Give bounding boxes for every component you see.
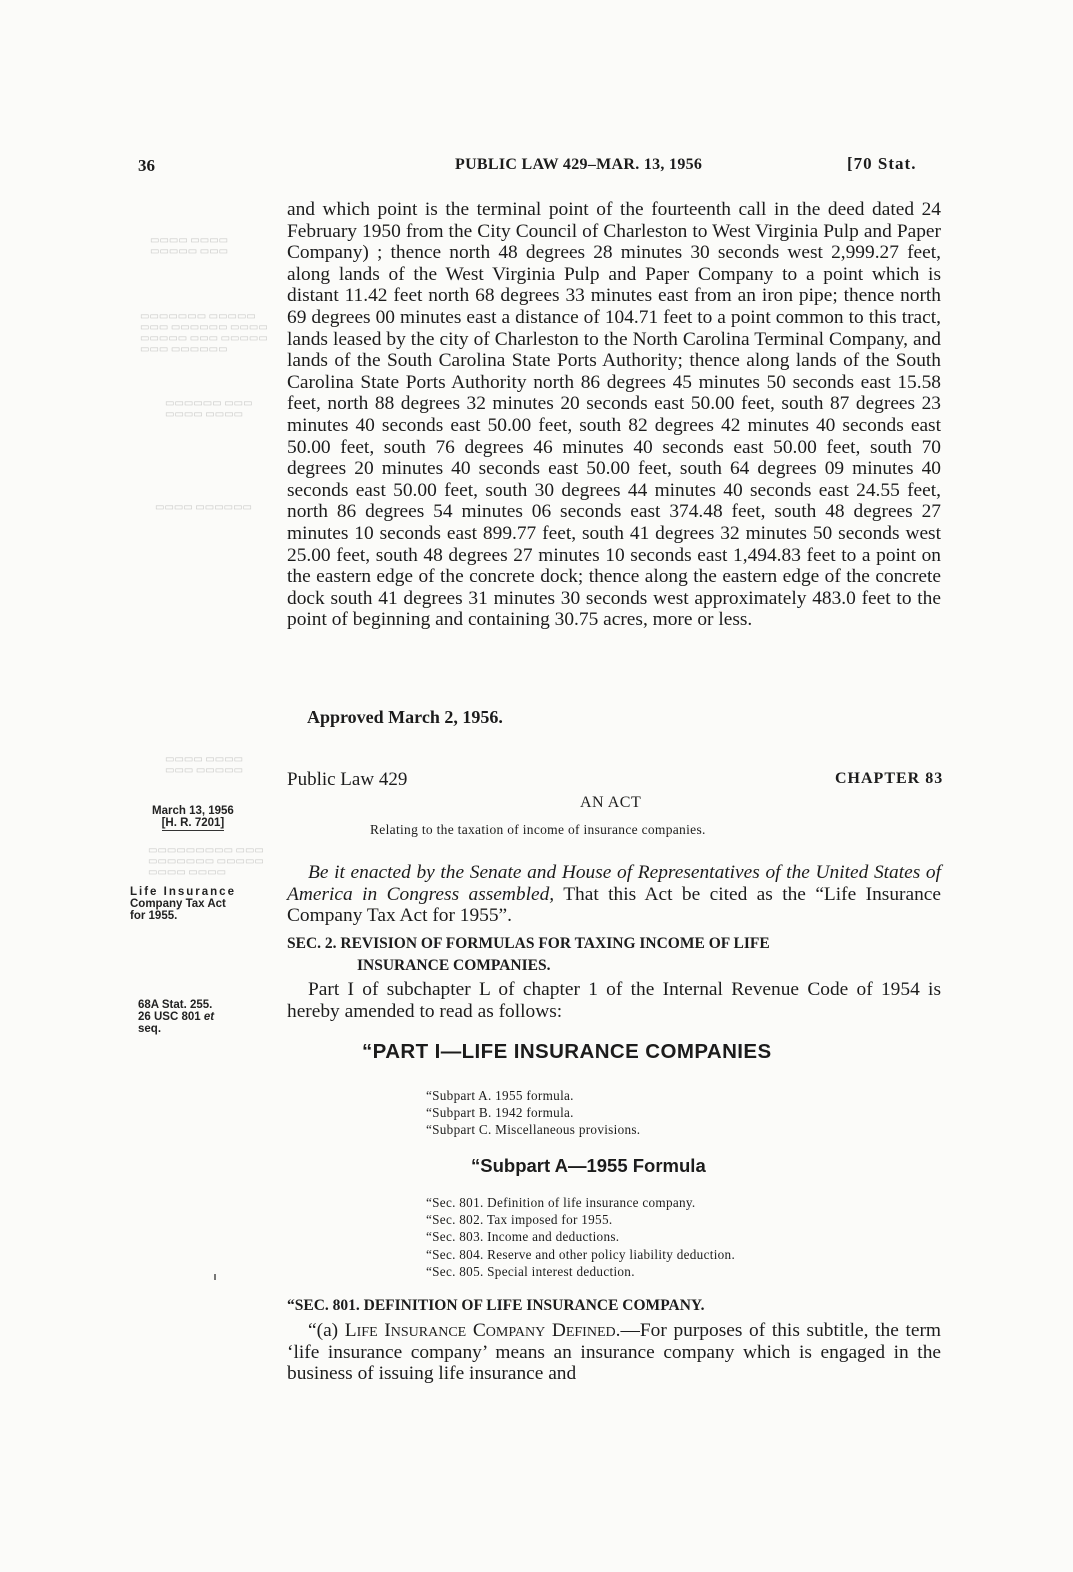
- enacting-clause: [287, 862, 941, 927]
- margin-note-short-title: [130, 886, 236, 922]
- subsection-text: —For purposes of this subtitle, the term ‘life insurance company’ means an insurance company which is engaged in the business of issuing life insurance and: [287, 1320, 941, 1385]
- toc-entry: “Subpart A. 1955 formula.: [426, 1088, 574, 1103]
- part-heading: “PART I—LIFE INSURANCE COMPANIES: [362, 1040, 772, 1063]
- statute-reference: [70 Stat.: [847, 154, 917, 173]
- bleed-through-note: ▭▭▭▭ ▭▭▭▭ ▭▭▭ ▭▭▭▭▭: [165, 754, 244, 776]
- public-law-number: Public Law 429: [287, 769, 408, 790]
- toc-entry: “Sec. 804. Reserve and other policy liability deduction.: [426, 1246, 736, 1262]
- stray-mark: [214, 1274, 216, 1280]
- toc-entry: “Sec. 802. Tax imposed for 1955.: [426, 1212, 613, 1228]
- an-act-heading: AN ACT: [580, 794, 642, 811]
- margin-note-line: Life Insurance: [130, 886, 236, 898]
- toc-entry: “Sec. 801. Definition of life insurance company.: [426, 1195, 696, 1210]
- section-table-of-contents: [426, 1194, 735, 1280]
- margin-note-line: 68A Stat. 255.: [138, 999, 213, 1011]
- running-head: PUBLIC LAW 429–MAR. 13, 1956: [455, 156, 703, 173]
- margin-note-line: for 1955.: [130, 910, 178, 922]
- chapter-number: CHAPTER 83: [835, 770, 944, 787]
- toc-entry: “Sec. 803. Income and deductions.: [426, 1229, 620, 1245]
- bleed-through-note: ▭▭▭▭▭▭▭▭▭ ▭▭▭ ▭▭▭▭▭▭▭ ▭▭▭▭▭ ▭▭▭▭ ▭▭▭▭: [148, 845, 264, 878]
- bleed-through-note: ▭▭▭▭ ▭▭▭▭▭▭: [155, 502, 252, 513]
- section-2-heading-line: SEC. 2. REVISION OF FORMULAS FOR TAXING INCOME OF LIFE: [287, 935, 770, 952]
- margin-note-line: Company Tax Act: [130, 898, 226, 910]
- section-801-text: [287, 1320, 941, 1385]
- margin-note-date-line: March 13, 1956: [152, 805, 234, 817]
- margin-note-line: seq.: [138, 1023, 162, 1035]
- subsection-label: “(a): [308, 1320, 345, 1341]
- property-description-continuation: and which point is the terminal point of the fourteenth call in the deed dated 24 February 1950 from the City Council of Charleston to West Virginia Pulp and Paper Company) ; thence north 48 degrees 28 minutes 30 seconds west 2,999.27 feet, along lands of the West Virginia Pulp and Paper Company to a point which is distant 11.42 feet north 68 degrees 33 minutes east from an iron pipe; thence north 69 degrees 00 minutes east a distance of 104.71 feet to a point common to this tract, lands leased by the city of Charleston to the North Carolina Terminal Company, and lands of the South Carolina State Ports Authority; thence along lands of the South Carolina State Ports Authority north 86 degrees 45 minutes 50 seconds east 15.58 feet, north 88 degrees 32 minutes 20 seconds east 50.00 feet, south 87 degrees 23 minutes 40 seconds east 50.00 feet, south 82 degrees 42 minutes 40 seconds east 50.00 feet, south 76 degrees 46 minutes 40 seconds east 50.00 feet, south 70 degrees 20 minutes 40 seconds east 50.00 feet, south 64 degrees 09 minutes 40 seconds east 50.00 feet, south 30 degrees 44 minutes 40 seconds east 24.55 feet, north 86 degrees 54 minutes 06 seconds east 374.48 feet, south 48 degrees 27 minutes 10 seconds east 899.77 feet, south 41 degrees 32 minutes 50 seconds west 25.00 feet, south 48 degrees 27 minutes 10 seconds east 1,494.83 feet to a point on the eastern edge of the concrete dock; thence along the eastern edge of the concrete dock south 41 degrees 31 minutes 30 seconds west approximately 483.0 feet to the point of beginning and containing 30.75 acres, more or less.: [287, 199, 941, 631]
- subpart-heading: “Subpart A—1955 Formula: [471, 1155, 706, 1176]
- toc-entry: “Sec. 805. Special interest deduction.: [426, 1263, 635, 1279]
- section-2-text: Part I of subchapter L of chapter 1 of the Internal Revenue Code of 1954 is hereby amended to read as follows:: [287, 979, 941, 1022]
- toc-entry: “Subpart C. Miscellaneous provisions.: [426, 1122, 641, 1138]
- margin-note-line: 26 USC 801: [138, 1011, 201, 1023]
- section-801-heading: “SEC. 801. DEFINITION OF LIFE INSURANCE COMPANY.: [287, 1297, 705, 1314]
- bleed-through-note: ▭▭▭▭ ▭▭▭▭ ▭▭▭▭▭ ▭▭▭: [150, 235, 229, 257]
- margin-note-citation: [138, 999, 214, 1035]
- margin-note-et: et: [203, 1011, 215, 1023]
- approval-line: Approved March 2, 1956.: [307, 707, 503, 727]
- enacting-formula: Be it enacted by the Senate and House of Representatives of the United States of America in Congress assembled,: [287, 862, 941, 905]
- margin-note-date: [152, 805, 234, 829]
- page-number: 36: [138, 156, 155, 175]
- margin-note-bill-number: [H. R. 7201]: [161, 817, 225, 829]
- subsection-heading: Life Insurance Company Defined.: [344, 1320, 621, 1341]
- bleed-through-note: ▭▭▭▭▭▭ ▭▭▭ ▭▭▭▭ ▭▭▭▭: [165, 398, 253, 420]
- act-title: Relating to the taxation of income of insurance companies.: [370, 822, 706, 837]
- toc-entry: “Subpart B. 1942 formula.: [426, 1105, 574, 1121]
- subpart-table-of-contents: [426, 1087, 640, 1139]
- bleed-through-note: ▭▭▭▭▭▭▭ ▭▭▭▭▭ ▭▭▭ ▭▭▭▭▭▭ ▭▭▭▭ ▭▭▭▭▭ ▭▭▭ ▭▭▭▭▭ ▭▭▭ ▭▭▭▭▭▭: [140, 311, 268, 355]
- section-2-heading-line: INSURANCE COMPANIES.: [357, 956, 551, 974]
- short-title-clause: That this Act be cited as the “Life Insurance Company Tax Act for 1955”.: [287, 883, 941, 927]
- section-2-heading: [287, 933, 941, 976]
